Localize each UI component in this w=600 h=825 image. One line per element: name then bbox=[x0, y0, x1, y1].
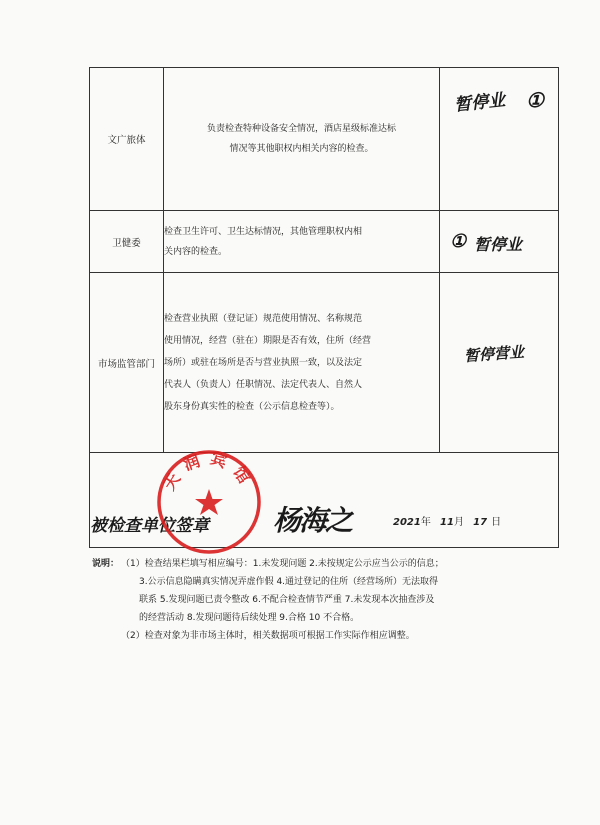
department-label: 文广旅体 bbox=[107, 135, 146, 146]
date-year-unit: 年 bbox=[420, 517, 431, 528]
notes-line: （1）检查结果栏填写相应编号：1.未发现问题 2.未按规定公示应当公示的信息； bbox=[121, 559, 444, 569]
content-cell bbox=[164, 211, 440, 273]
content-line: 检查营业执照（登记证）规范使用情况、名称规范 bbox=[164, 313, 363, 324]
svg-text:天润宾馆 bbox=[160, 448, 259, 493]
content-line: 情况等其他职权内相关内容的检查。 bbox=[229, 144, 374, 154]
seal-text: 天润宾馆 bbox=[159, 448, 259, 494]
handwritten-result: 暂停业 bbox=[453, 90, 507, 116]
company-seal bbox=[154, 447, 264, 557]
content-line: 使用情况，经营（驻在）期限是否有效，住所（经营 bbox=[164, 335, 372, 346]
handwritten-result: 暂停营业 bbox=[463, 342, 525, 366]
date-month: 11 bbox=[440, 517, 454, 528]
notes-line: （2）检查对象为非市场主体时，相关数据项可根据工作实际作相应调整。 bbox=[121, 631, 415, 641]
table-row bbox=[90, 68, 559, 211]
department-cell bbox=[90, 68, 164, 211]
notes-line: 的经营活动 8.发现问题待后续处理 9.合格 10 不合格。 bbox=[139, 613, 360, 623]
department-cell bbox=[90, 273, 164, 453]
inspector-signature: 杨海之 bbox=[273, 504, 352, 537]
content-cell bbox=[164, 68, 440, 211]
table-row bbox=[90, 273, 559, 453]
department-cell bbox=[90, 211, 164, 273]
date-year: 2021 bbox=[393, 517, 421, 528]
handwritten-code: ① bbox=[526, 88, 544, 112]
notes-line: 3.公示信息隐瞒真实情况弄虚作假 4.通过登记的住所（经营场所）无法取得 bbox=[139, 577, 439, 587]
content-line: 场所）或驻在场所是否与营业执照一致，以及法定 bbox=[164, 357, 363, 368]
content-line: 代表人（负责人）任职情况、法定代表人、自然人 bbox=[164, 379, 363, 390]
content-line: 负责检查特种设备安全情况，酒店星级标准达标 bbox=[206, 124, 396, 134]
result-cell bbox=[440, 68, 559, 211]
date-day-unit: 日 bbox=[491, 517, 502, 528]
content-line: 股东身份真实性的检查（公示信息检查等）。 bbox=[164, 401, 340, 412]
date-day: 17 bbox=[473, 517, 488, 528]
content-line: 关内容的检查。 bbox=[164, 246, 228, 257]
department-label: 卫健委 bbox=[112, 237, 141, 249]
result-cell bbox=[440, 211, 559, 273]
inspected-unit-signature: 被检查单位签章 bbox=[90, 516, 209, 536]
notes-label: 说明： bbox=[92, 559, 120, 569]
result-cell bbox=[440, 273, 559, 453]
content-cell bbox=[164, 273, 440, 453]
date-month-unit: 月 bbox=[453, 517, 464, 528]
department-label: 市场监管部门 bbox=[97, 358, 155, 370]
handwritten-code: ① bbox=[450, 231, 467, 252]
table-row bbox=[90, 211, 559, 273]
signature-date bbox=[393, 513, 501, 528]
seal-star-icon bbox=[195, 489, 223, 515]
notes-line: 联系 5.发现问题已责令整改 6.不配合检查情节严重 7.未发现本次抽查涉及 bbox=[139, 595, 435, 605]
handwritten-result: 暂停业 bbox=[474, 235, 523, 254]
content-line: 检查卫生许可、卫生达标情况，其他管理职权内相 bbox=[164, 226, 363, 237]
